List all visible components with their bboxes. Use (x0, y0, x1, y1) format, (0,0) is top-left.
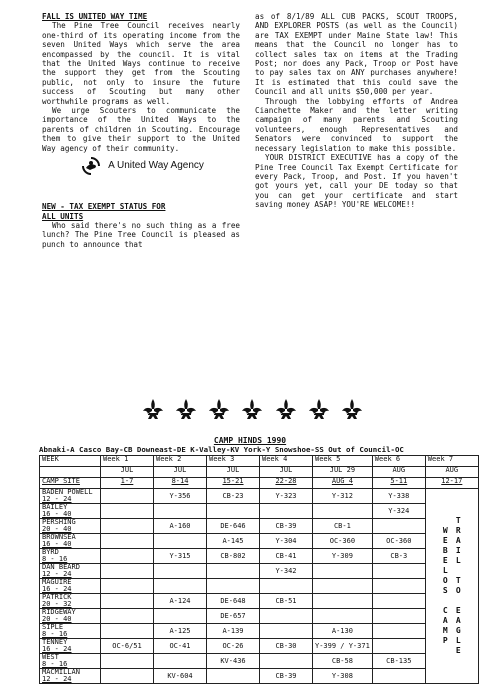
scout-emblem-row (140, 398, 365, 420)
assignment-cell: Y-315 (154, 549, 207, 564)
assignment-cell: KV-436 (207, 654, 260, 669)
assignment-cell (207, 564, 260, 579)
assignment-cell (101, 504, 154, 519)
week-month: JUL (154, 467, 207, 478)
assignment-cell: CB-39 (260, 519, 313, 534)
week-days: 1-7 (101, 478, 154, 489)
assignment-cell: CB-135 (372, 654, 425, 669)
campsite-name: MACMILLAN (42, 668, 80, 676)
week-7-programs (428, 516, 476, 656)
assignment-cell (372, 624, 425, 639)
fleur-de-lis-icon (173, 398, 199, 420)
week-days: 22-28 (260, 478, 313, 489)
united-way-paragraph-2: We urge Scouters to communicate the importance of the United Ways to the parents of children in Scouting. Encourage them to give their support to the United Way agency of their community. (42, 106, 240, 153)
campsite-row (40, 549, 479, 564)
assignment-cell (372, 519, 425, 534)
assignment-cell: CB-802 (207, 549, 260, 564)
assignment-cell (207, 579, 260, 594)
assignment-cell (101, 579, 154, 594)
campsite-capacity: 16 - 40 (42, 510, 72, 518)
assignment-cell (154, 609, 207, 624)
assignment-cell (154, 534, 207, 549)
assignment-cell: A-125 (154, 624, 207, 639)
fleur-de-lis-icon (206, 398, 232, 420)
week-name: Week 5 (313, 456, 373, 467)
week-month: AUG (372, 467, 425, 478)
united-way-logo-text: A United Way Agency (108, 160, 204, 172)
week-days: 5-11 (372, 478, 425, 489)
assignment-cell (260, 624, 313, 639)
campsite-row (40, 594, 479, 609)
assignment-cell (260, 609, 313, 624)
campsite-row (40, 609, 479, 624)
campsite-capacity: 20 - 40 (42, 615, 72, 623)
campsite-row (40, 504, 479, 519)
assignment-cell: A-130 (313, 624, 373, 639)
campsite-row (40, 579, 479, 594)
united-way-heading: FALL IS UNITED WAY TIME (42, 12, 148, 21)
assignment-cell (313, 594, 373, 609)
assignment-cell: DE-648 (207, 594, 260, 609)
assignment-cell (154, 564, 207, 579)
campsite-cell (40, 624, 101, 639)
assignment-cell: CB-39 (260, 669, 313, 684)
camp-schedule-table (39, 455, 479, 684)
assignment-cell (260, 579, 313, 594)
assignment-cell: KV-604 (154, 669, 207, 684)
campsite-header-row (40, 478, 479, 489)
fleur-de-lis-icon (339, 398, 365, 420)
campsite-cell (40, 639, 101, 654)
week-name: Week 4 (260, 456, 313, 467)
tax-exempt-continued: as of 8/1/89 ALL CUB PACKS, SCOUT TROOPS, AND EXPLORER POSTS (as well as the Council) are TAX EXEMPT under Maine State law! This means that the Council no longer has to collect sales tax on items at the Trading Post; nor does any Pack, Troop or Post have to pay sales tax on ANY purchases anywhere! It is estimated that this could save the Council and all units $50,000 per year. (255, 12, 458, 97)
assignment-cell (207, 669, 260, 684)
assignment-cell (313, 609, 373, 624)
week-date-row (40, 467, 479, 478)
assignment-cell: Y-309 (313, 549, 373, 564)
campsite-name: MAGUIRE (42, 578, 72, 586)
assignment-cell (372, 609, 425, 624)
campsite-capacity: 8 - 16 (42, 660, 68, 668)
campsite-cell (40, 534, 101, 549)
campsite-capacity: 20 - 32 (42, 600, 72, 608)
assignment-cell: CB-1 (313, 519, 373, 534)
campsite-row (40, 654, 479, 669)
campsite-cell (40, 519, 101, 534)
campsite-cell (40, 669, 101, 684)
campsite-cell (40, 579, 101, 594)
assignment-cell (313, 564, 373, 579)
united-way-logo (42, 156, 240, 176)
week-label: WEEK (40, 456, 101, 467)
campsite-row (40, 639, 479, 654)
assignment-cell: A-145 (207, 534, 260, 549)
campsite-capacity: 8 - 16 (42, 630, 68, 638)
assignment-cell (101, 624, 154, 639)
trail-to-eagle-label: TRAIL TO EAGLE (453, 516, 463, 656)
campsite-cell (40, 594, 101, 609)
camp-hinds-title: CAMP HINDS 1990 (213, 436, 287, 445)
council-legend: Abnaki-A Casco Bay-CB Downeast-DE K-Valley-KV York-Y Snowshoe-SS Out of Council-OC (39, 445, 404, 454)
assignment-cell (372, 669, 425, 684)
week-month: JUL (260, 467, 313, 478)
week-name: Week 6 (372, 456, 425, 467)
week-header-row (40, 456, 479, 467)
assignment-cell: DE-646 (207, 519, 260, 534)
assignment-cell (207, 504, 260, 519)
campsite-capacity: 12 - 24 (42, 495, 72, 503)
campsite-cell (40, 609, 101, 624)
assignment-cell: CB-58 (313, 654, 373, 669)
assignment-cell (260, 654, 313, 669)
fleur-de-lis-icon (273, 398, 299, 420)
campsite-name: WEST (42, 653, 59, 661)
assignment-cell: CB-30 (260, 639, 313, 654)
assignment-cell: CB-41 (260, 549, 313, 564)
campsite-capacity: 16 - 24 (42, 585, 72, 593)
assignment-cell: Y-342 (260, 564, 313, 579)
week-name: Week 2 (154, 456, 207, 467)
campsite-capacity: 20 - 40 (42, 525, 72, 533)
assignment-cell: Y-308 (313, 669, 373, 684)
campsite-cell (40, 549, 101, 564)
assignment-cell: CB-23 (207, 489, 260, 504)
week-name: Week 1 (101, 456, 154, 467)
campsite-capacity: 12 - 24 (42, 570, 72, 578)
campsite-name: DAN BEARD (42, 563, 80, 571)
assignment-cell (313, 504, 373, 519)
assignment-cell: Y-323 (260, 489, 313, 504)
assignment-cell: OC-360 (372, 534, 425, 549)
campsite-capacity: 12 - 24 (42, 675, 72, 683)
webelos-camp-label: WEBELOS CAMP (440, 526, 450, 646)
tax-exempt-heading: NEW - TAX EXEMPT STATUS FOR (42, 202, 166, 212)
header-spacer (40, 467, 101, 478)
assignment-cell (101, 654, 154, 669)
week-7-special-cell (425, 489, 478, 684)
assignment-cell (101, 669, 154, 684)
lobbying-paragraph: Through the lobbying efforts of Andrea Cianchette Maker and the letter writing campaign of many parents and Scouting volunteers, enough Representatives and Senators were convinced to support the necessary legislation to make this possible. (255, 96, 458, 153)
campsite-label: CAMP SITE (40, 478, 101, 489)
assignment-cell (101, 534, 154, 549)
campsite-name: BYRD (42, 548, 59, 556)
week-name: Week 3 (207, 456, 260, 467)
left-column (42, 12, 240, 249)
week-days: AUG 4 (313, 478, 373, 489)
week-month: AUG (425, 467, 478, 478)
assignment-cell: OC-360 (313, 534, 373, 549)
assignment-cell: A-160 (154, 519, 207, 534)
campsite-name: PERSHING (42, 518, 76, 526)
assignment-cell (101, 549, 154, 564)
campsite-cell (40, 564, 101, 579)
right-column (255, 12, 458, 210)
assignment-cell: Y-399 / Y-371 (313, 639, 373, 654)
campsite-row (40, 519, 479, 534)
assignment-cell: CB-3 (372, 549, 425, 564)
assignment-cell (372, 579, 425, 594)
assignment-cell (313, 579, 373, 594)
assignment-cell (101, 519, 154, 534)
campsite-row (40, 564, 479, 579)
campsite-row (40, 534, 479, 549)
assignment-cell (154, 654, 207, 669)
week-days: 15-21 (207, 478, 260, 489)
district-executive-paragraph: YOUR DISTRICT EXECUTIVE has a copy of the Pine Tree Council Tax Exempt Certificate for every Pack, Troop, and Post. If you haven't got yours yet, call your DE today so that you can get your certificate and start saving money ASAP! YOU'RE WELCOME!! (255, 153, 458, 210)
assignment-cell (260, 504, 313, 519)
fleur-de-lis-icon (306, 398, 332, 420)
fleur-de-lis-icon (140, 398, 166, 420)
assignment-cell: CB-51 (260, 594, 313, 609)
assignment-cell: Y-356 (154, 489, 207, 504)
assignment-cell (372, 639, 425, 654)
assignment-cell (372, 564, 425, 579)
assignment-cell (101, 564, 154, 579)
assignment-cell (372, 594, 425, 609)
assignment-cell (154, 504, 207, 519)
assignment-cell (101, 609, 154, 624)
campsite-name: TENNEY (42, 638, 68, 646)
campsite-cell (40, 489, 101, 504)
assignment-cell: Y-324 (372, 504, 425, 519)
tax-exempt-paragraph: Who said there's no such thing as a free lunch? The Pine Tree Council is pleased as punch to announce that (42, 220, 240, 249)
assignment-cell: A-124 (154, 594, 207, 609)
assignment-cell (154, 579, 207, 594)
campsite-capacity: 16 - 24 (42, 645, 72, 653)
assignment-cell: OC-41 (154, 639, 207, 654)
campsite-name: SIPLE (42, 623, 64, 631)
campsite-name: BADEN POWELL (42, 488, 93, 496)
week-month: JUL (207, 467, 260, 478)
campsite-capacity: 8 - 16 (42, 555, 68, 563)
campsite-name: BROWNSEA (42, 533, 76, 541)
assignment-cell: DE-657 (207, 609, 260, 624)
campsite-cell (40, 504, 101, 519)
united-way-paragraph-1: The Pine Tree Council receives nearly one-third of its operating income from the seven United Ways which serve the area encompassed by the council. It is vital that the United Ways continue to receive the support they get from the Scouting public, not only to insure the future success of Scouting but many other worthwhile programs as well. (42, 21, 240, 106)
assignment-cell: OC-26 (207, 639, 260, 654)
week-name: Week 7 (425, 456, 478, 467)
united-way-hand-icon (78, 156, 104, 176)
week-days: 8-14 (154, 478, 207, 489)
assignment-cell: Y-304 (260, 534, 313, 549)
campsite-row (40, 669, 479, 684)
campsite-name: PATRICK (42, 593, 72, 601)
assignment-cell (101, 489, 154, 504)
campsite-row (40, 489, 479, 504)
campsite-capacity: 16 - 40 (42, 540, 72, 548)
assignment-cell: A-139 (207, 624, 260, 639)
fleur-de-lis-icon (239, 398, 265, 420)
assignment-cell: Y-338 (372, 489, 425, 504)
campsite-row (40, 624, 479, 639)
week-month: JUL 29 (313, 467, 373, 478)
week-days: 12-17 (425, 478, 478, 489)
assignment-cell: OC-6/51 (101, 639, 154, 654)
campsite-name: BAILEY (42, 503, 68, 511)
assignment-cell (101, 594, 154, 609)
assignment-cell: Y-312 (313, 489, 373, 504)
week-month: JUL (101, 467, 154, 478)
tax-exempt-heading-line-2: ALL UNITS (42, 211, 84, 221)
campsite-name: RIDGEWAY (42, 608, 76, 616)
campsite-cell (40, 654, 101, 669)
